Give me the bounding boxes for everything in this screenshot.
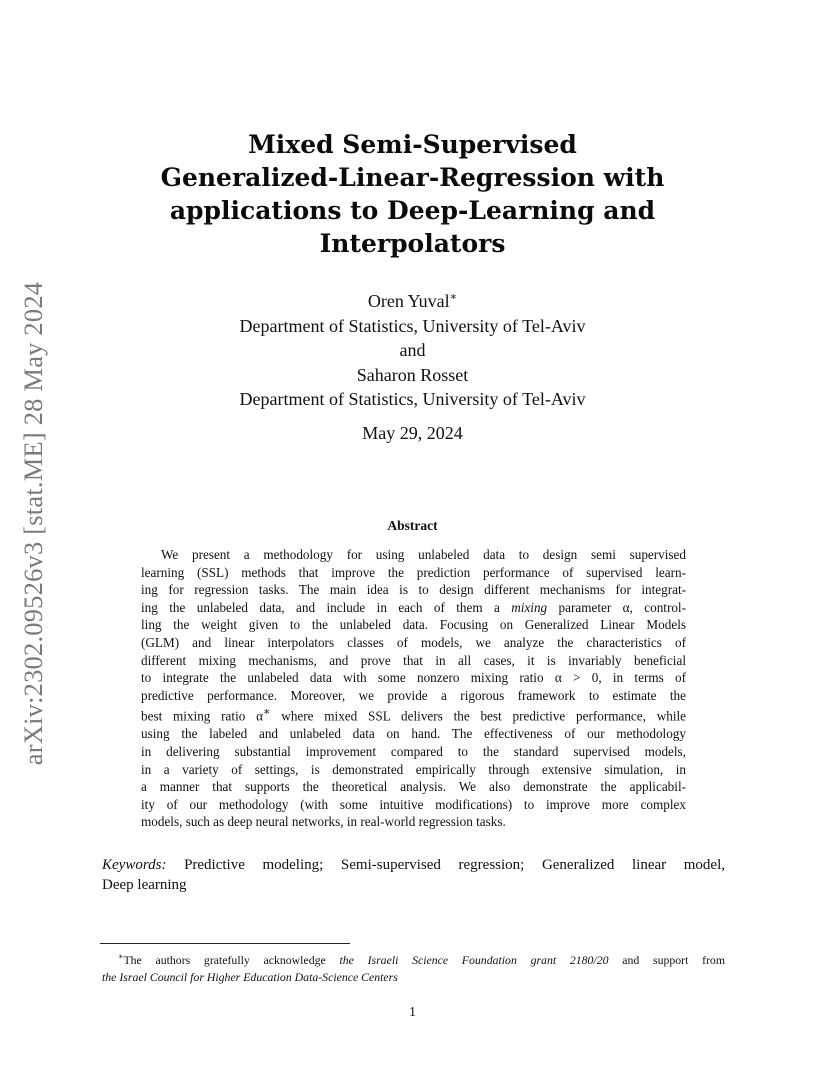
page-number: 1 [409,1005,416,1020]
keywords-text: Predictive modeling; Semi-supervised regression; Generalized linear model, [184,857,725,873]
abstract-text: ing the unlabeled data, and include in each of them a [141,599,500,615]
paper-date: May 29, 2024 [362,423,463,443]
abstract-line: models, such as deep neural networks, in real-world regression tasks. [141,814,506,830]
abstract-line: We present a methodology for using unlabeled data to design semi supervised [161,547,686,562]
abstract-line: learning (SSL) methods that improve the prediction performance of supervised learn- [141,564,686,580]
first-affiliation: Department of Statistics, University of Tel-Aviv [239,315,586,336]
abstract-emphasis: mixing [511,599,548,615]
abstract-line: to integrate the unlabeled data with some nonzero mixing ratio α > 0, in terms of [141,670,686,686]
paper-title [100,128,725,260]
footnote-divider [100,943,350,944]
footnote-line: the Israel Council for Higher Education Data-Science Centers [102,970,398,984]
title-line: applications to Deep-Learning and [169,196,656,225]
abstract-heading: Abstract [387,518,438,533]
abstract-line: a manner that supports the theoretical analysis. We also demonstrate the applicabil- [141,779,686,795]
keywords-line: Deep learning [102,877,187,893]
title-line: Mixed Semi-Supervised [248,130,577,159]
footnote-line [102,948,725,969]
first-author-name: Oren Yuval [367,291,450,311]
keywords-label: Keywords: [102,857,167,873]
abstract-text: best mixing ratio α [141,708,264,724]
abstract-line: using the labeled and unlabeled data on hand. The effectiveness of our methodology [141,726,686,742]
second-affiliation: Department of Statistics, University of Tel-Aviv [239,389,586,409]
abstract-line: in a variety of settings, is demonstrated empirically through extensive simulation, in [141,761,686,777]
abstract-line: ing for regression tasks. The main idea is to design different mechanisms for integrat- [141,582,686,598]
footnote-text: and support from [622,953,726,967]
footnote-text: The authors gratefully acknowledge [123,953,326,967]
abstract-line: ity of our methodology (with some intuitive modifications) to improve more complex [141,796,686,812]
author-footnote-mark: ∗ [449,291,458,303]
author-conjunction: and [399,340,426,360]
abstract-body [141,546,686,831]
keywords-line [102,855,725,875]
arxiv-identifier-text: arXiv:2302.09526v3 [stat.ME] 28 May 2024 [18,281,49,765]
footnote-grant: the Israeli Science Foundation grant 2180/20 [339,953,609,967]
keywords-block [102,855,725,895]
title-line: Generalized-Linear-Regression with [160,163,665,192]
abstract-text: where mixed SSL delivers the best predictive performance, while [281,708,686,724]
abstract-line: (GLM) and linear interpolators classes of models, we analyze the characteristics of [141,634,686,650]
footnote [102,948,725,986]
author-block [100,285,725,412]
arxiv-identifier-stamp [10,274,58,772]
abstract-line [141,704,686,725]
abstract-line: ling the weight given to the unlabeled data. Focusing on Generalized Linear Models [141,617,686,633]
first-author [100,285,725,314]
footnote-mark: ∗ [118,952,124,961]
abstract-line [141,599,686,617]
alpha-star-superscript: ∗ [263,706,271,719]
title-line: Interpolators [319,229,506,258]
second-author: Saharon Rosset [356,364,469,385]
abstract-line: in delivering substantial improvement compared to the standard supervised models, [141,743,686,759]
abstract-text: parameter α, control- [558,599,686,615]
abstract-line: different mixing mechanisms, and prove that in all cases, it is invariably beneficial [141,652,686,668]
abstract-line: predictive performance. Moreover, we provide a rigorous framework to estimate the [141,687,686,703]
paper-page [100,0,725,1072]
